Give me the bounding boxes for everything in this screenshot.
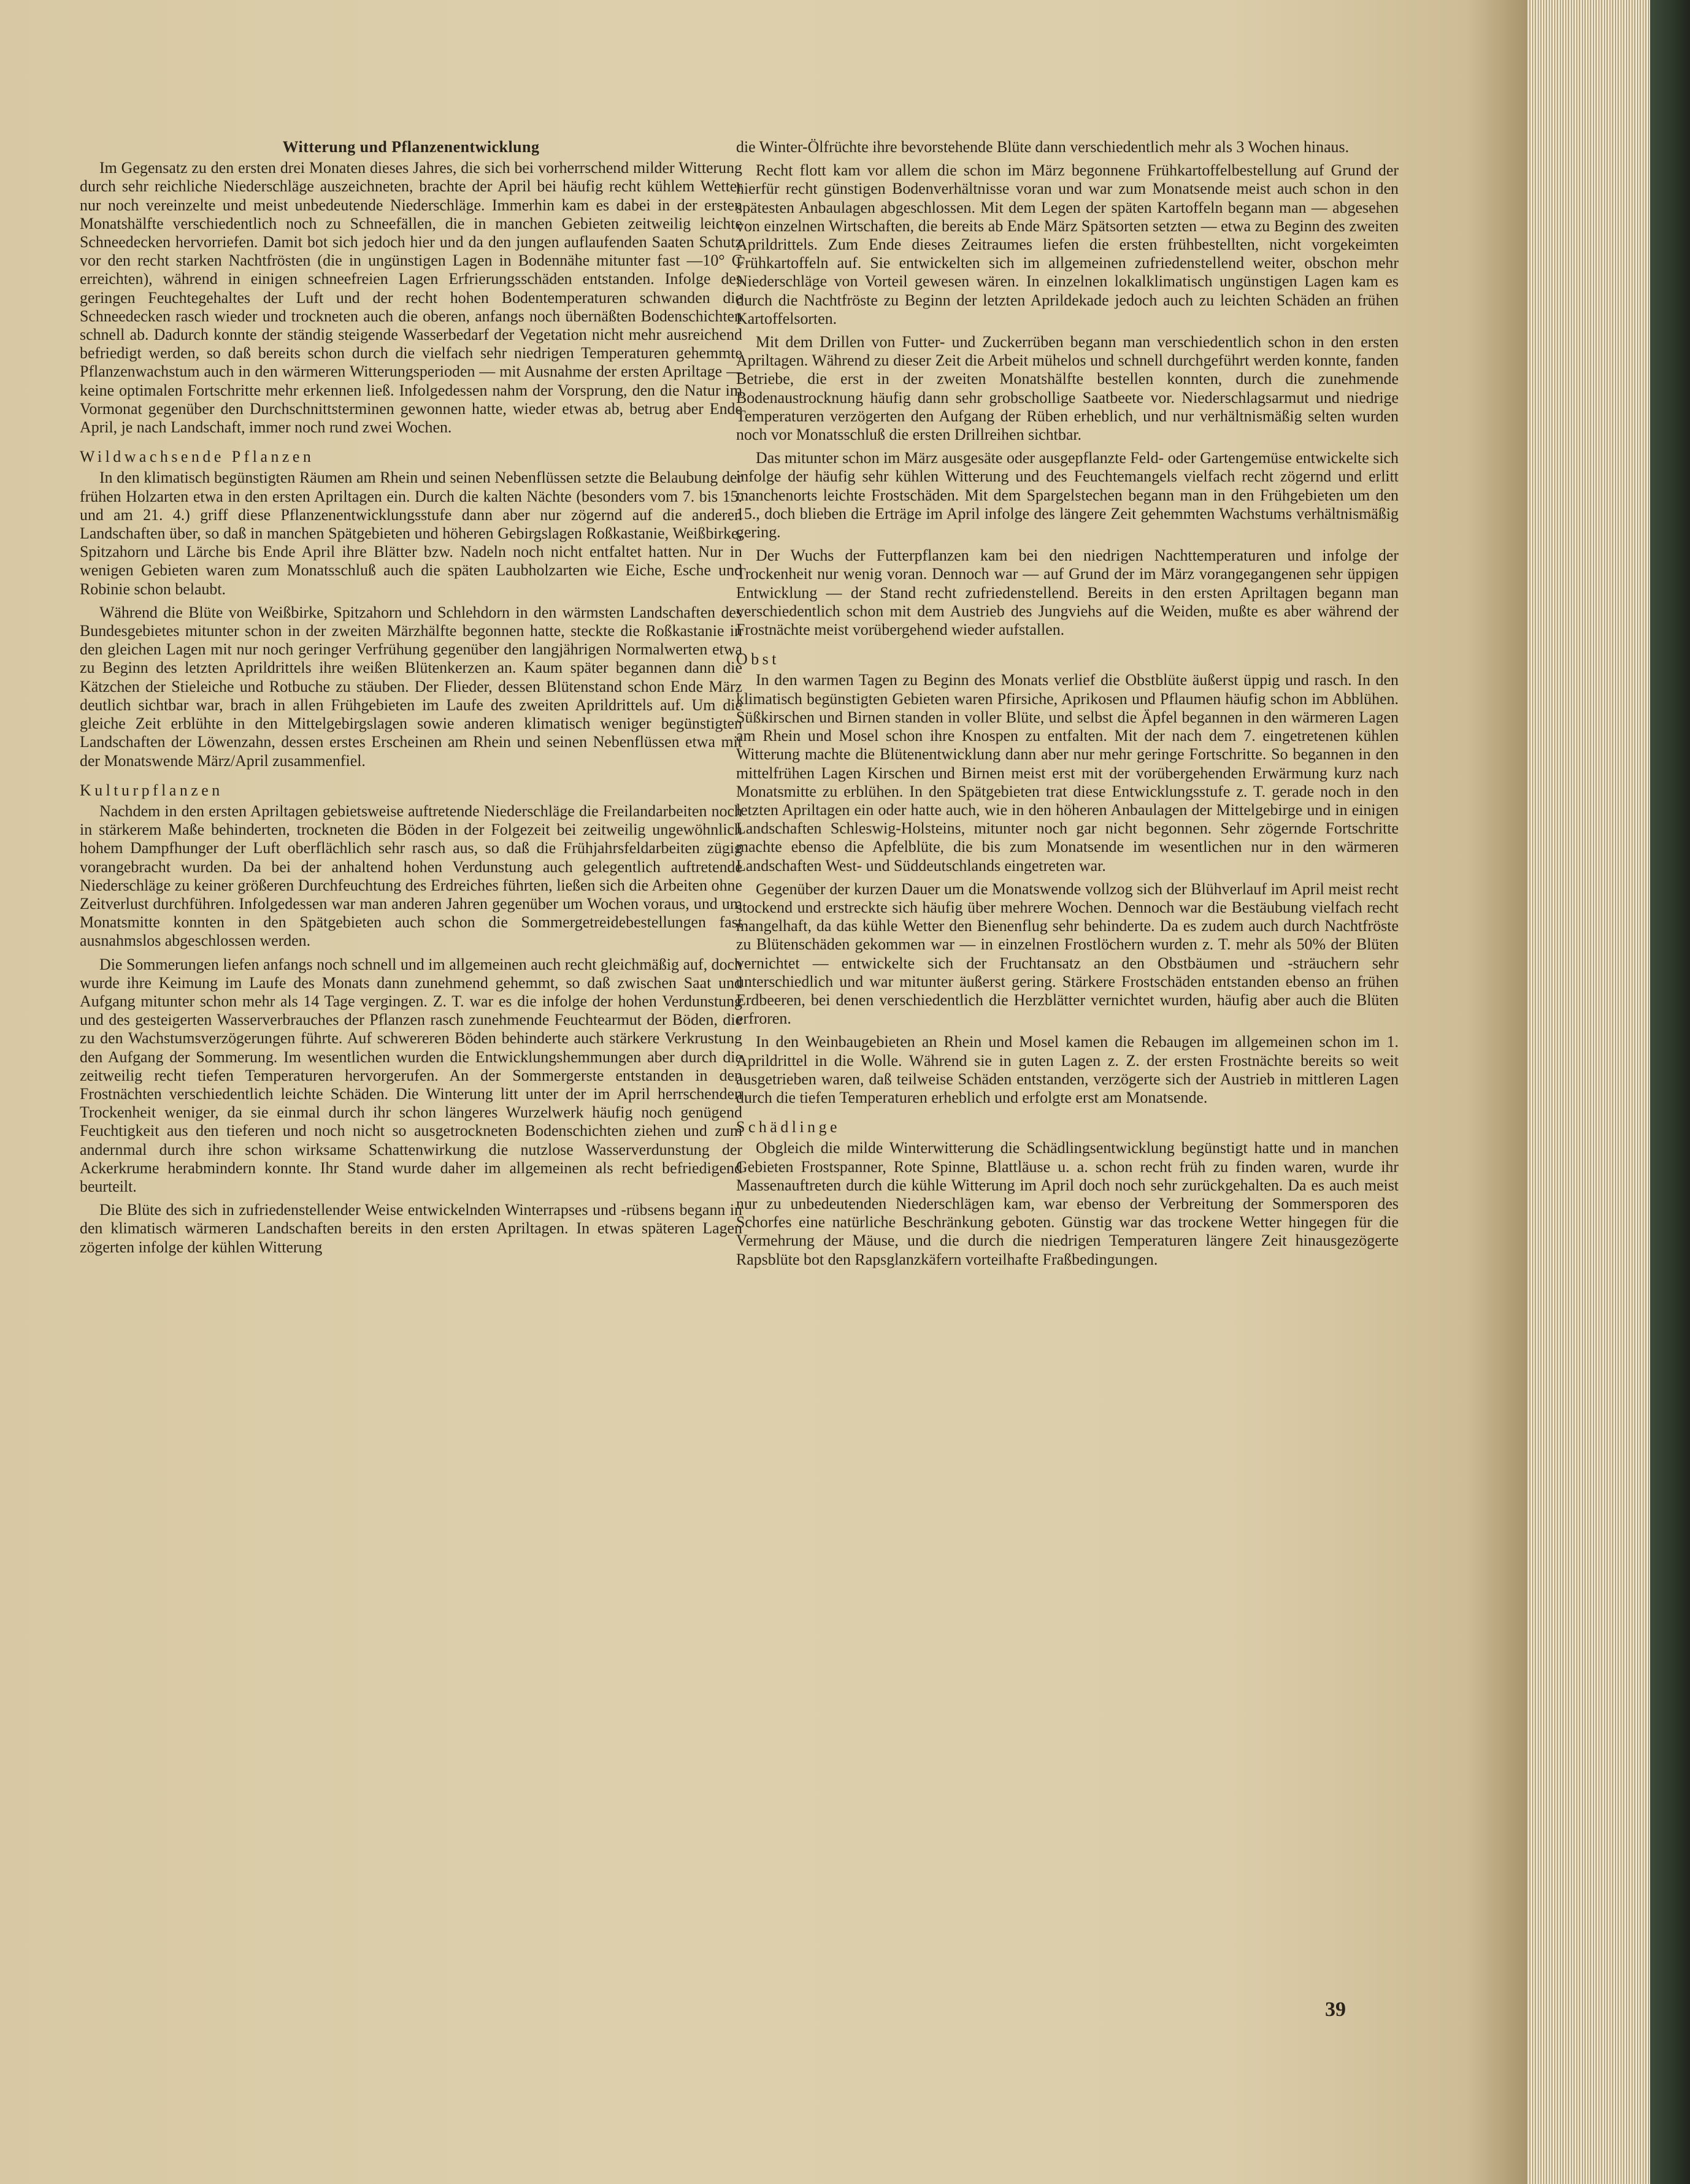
paragraph: Die Sommerungen liefen anfangs noch schnell und im allgemeinen auch recht gleichmäßig auf, doch wurde ihre Keimung im Laufe des Monats dann zunehmend gehemmt, so daß zwischen Saat und Aufgang mitunter schon mehr als 14 Tage vergingen. Z. T. war es die infolge der hohen Verdunstung und des gesteigerten Wasserverbrauches der Pflanzen rasch zunehmende Feuchtearmut der Böden, die zu den Wachstumsverzögerungen führte. Auf schwereren Böden behinderte auch stärkere Verkrustung den Aufgang der Sommerung. Im wesentlichen wurden die Entwicklungshemmungen aber durch die zeitweilig recht tiefen Temperaturen hervorgerufen. An der Sommergerste entstanden in den Frostnächten verschiedentlich leichte Schäden. Die Winterung litt unter der im April herrschenden Trockenheit weniger, da sie einmal durch ihr schon längeres Wurzelwerk häufig noch genügend Feuchtigkeit aus den tieferen und noch nicht so ausgetrockneten Bodenschichten ziehen und zum andernmal durch ihre schon wirksame Schattenwirkung die nutzlose Wasserverdunstung der Ackerkrume herabmindern konnte. Ihr Stand wurde daher im allgemeinen als recht befriedigend beurteilt.	[80, 955, 742, 1195]
paragraph: die Winter-Ölfrüchte ihre bevorstehende Blüte dann verschiedentlich mehr als 3 Wochen hinaus.	[736, 138, 1350, 156]
paragraph: Im Gegensatz zu den ersten drei Monaten dieses Jahres, die sich bei vorherrschend milder Witterung durch sehr reichliche Niederschläge auszeichneten, brachte der April bei häufig recht kühlem Wetter nur noch vereinzelte und meist unbedeutende Niederschläge. Immerhin kam es dabei in der ersten Monatshälfte verschiedentlich noch zu Schneefällen, die in manchen Gebieten zeitweilig leichte Schneedecken hervorriefen. Damit bot sich jedoch hier und da den jungen auflaufenden Saaten Schutz vor den recht starken Nachtfrösten (die in ungünstigen Lagen in Bodennähe mitunter fast —10° C erreichten), während in einigen schneefreien Lagen Erfrierungsschäden entstanden. Infolge des geringen Feuchtegehaltes der Luft und der recht hohen Bodentemperaturen schwanden die Schneedecken rasch wieder und trockneten auch die oberen, anfangs noch übernäßten Bodenschichten schnell ab. Dadurch konnte der ständig steigende Wasserbedarf der Vegetation nicht mehr ausreichend befriedigt werden, so daß bereits schon durch die vielfach sehr niedrigen Temperaturen gehemmte Pflanzenwachstum auch in den wärmeren Witterungsperioden — mit Ausnahme der ersten Apriltage — keine optimalen Fortschritte mehr erkennen ließ. Infolgedessen nahm der Vorsprung, den die Natur im Vormonat gegenüber den Durchschnittsterminen gewonnen hatte, wieder etwas ab, betrug aber Ende April, je nach Landschaft, immer noch rund zwei Wochen.	[80, 159, 742, 437]
section-heading-wild: Wildwachsende Pflanzen	[80, 448, 315, 466]
text-column-right	[736, 138, 1399, 1274]
section-heading-schaedlinge: Schädlinge	[736, 1118, 841, 1136]
paragraph: Mit dem Drillen von Futter- und Zuckerrüben begann man verschiedentlich schon in den ersten Apriltagen. Während zu dieser Zeit die Arbeit mühelos und schnell durchgeführt werden konnte, fanden Betriebe, die erst in der zweiten Monatshälfte bestellen konnten, durch die zunehmende Bodenaustrocknung häufig dann sehr grobschollige Saatbeete vor. Niederschlagsarmut und niedrige Temperaturen verzögerten den Aufgang der Rüben erheblich, und nur verhältnismäßig selten wurden noch vor Monatsschluß die ersten Drillreihen sichtbar.	[736, 333, 1399, 444]
paragraph: In den warmen Tagen zu Beginn des Monats verlief die Obstblüte äußerst üppig und rasch. In den klimatisch begünstigten Gebieten waren Pfirsiche, Aprikosen und Pflaumen häufig schon im Abblühen. Süßkirschen und Birnen standen in voller Blüte, und selbst die Äpfel begannen in den wärmeren Lagen am Rhein und Mosel schon ihre Knospen zu entfalten. Mit der nach dem 7. eingetretenen kühlen Witterung machte die Blütenentwicklung dann aber nur mehr geringe Fortschritte. So begannen in den mittelfrühen Lagen Kirschen und Birnen meist erst mit der vorübergehenden Erwärmung kurz nach Monatsmitte zu erblühen. In den Spätgebieten trat diese Entwicklungsstufe z. T. gerade noch in den letzten Apriltagen ein oder hatte auch, wie in den höheren Anbaulagen der Mittelgebirge und in einigen Landschaften Schleswig-Holsteins, mitunter noch gar nicht begonnen. Sehr zögernde Fortschritte machte ebenso die Apfelblüte, die bis zum Monatsende im wesentlichen nur in den wärmeren Landschaften West- und Süddeutschlands eingetreten war.	[736, 671, 1399, 875]
paragraph: Der Wuchs der Futterpflanzen kam bei den niedrigen Nachttemperaturen und infolge der Trockenheit nur wenig voran. Dennoch war — auf Grund der im März vorangegangenen sehr üppigen Entwicklung — der Stand recht zufriedenstellend. Bereits in den ersten Apriltagen begann man verschiedentlich schon mit dem Austrieb des Jungviehs auf die Weiden, mußte es aber während der Frostnächte meist vorübergehend wieder aufstallen.	[736, 546, 1399, 639]
section-heading-kultur: Kulturpflanzen	[80, 781, 223, 799]
paragraph: Das mitunter schon im März ausgesäte oder ausgepflanzte Feld- oder Gartengemüse entwickelte sich infolge der häufig sehr kühlen Witterung und des Feuchtemangels vielfach recht zögernd und erlitt manchenorts leichte Frostschäden. Mit dem Spargelstechen begann man in den Frühgebieten um den 15., doch blieben die Erträge im April infolge des längere Zeit gehemmten Wachstums verhältnismäßig gering.	[736, 449, 1399, 542]
paragraph: Recht flott kam vor allem die schon im März begonnene Frühkartoffelbestellung auf Grund der hierfür recht günstigen Bodenverhältnisse voran und war zum Monatsende meist auch schon in den spätesten Anbaulagen abgeschlossen. Mit dem Legen der späten Kartoffeln begann man — abgesehen von einzelnen Wirtschaften, die bereits ab Ende März Spätsorten setzten — etwa zu Beginn des zweiten Aprildrittels. Zum Ende dieses Zeitraumes liefen die ersten frühbestellten, nicht vorgekeimten Frühkartoffeln auf. Sie entwickelten sich im allgemeinen zufriedenstellend weiter, obschon mehr Niederschläge von Vorteil gewesen wären. In einzelnen lokalklimatisch ungünstigen Lagen kam es durch die Nachtfröste zu Beginn der letzten Aprildekade jedoch auch zu leichten Schäden an frühen Kartoffelsorten.	[736, 161, 1399, 328]
text-column-left	[80, 138, 742, 1262]
paragraph: In den klimatisch begünstigten Räumen am Rhein und seinen Nebenflüssen setzte die Belaubung der frühen Holzarten etwa in den ersten Apriltagen ein. Durch die kalten Nächte (besonders vom 7. bis 15. und am 21. 4.) griff diese Pflanzenentwicklungsstufe dann aber nur zögernd auf die anderen Landschaften über, so daß in manchen Spätgebieten und höheren Gebirgslagen Roßkastanie, Weißbirke, Spitzahorn und Lärche bis Ende April ihre Blätter bzw. Nadeln noch nicht entfaltet hatten. Nur in wenigen Gebieten waren zum Monatsschluß auch die späten Laubholzarten wie Eiche, Esche und Robinie schon belaubt.	[80, 469, 742, 598]
paragraph: Während die Blüte von Weißbirke, Spitzahorn und Schlehdorn in den wärmsten Landschaften des Bundesgebietes mitunter schon in der zweiten Märzhälfte begonnen hatte, steckte die Roßkastanie in den gleichen Lagen mit nur noch geringer Verfrühung gegenüber den langjährigen Normalwerten etwa zu Beginn des letzten Aprildrittels ihre weißen Blütenkerzen an. Kaum später begannen dann die Kätzchen der Stieleiche und Rotbuche zu stäuben. Der Flieder, dessen Blütenstand schon Ende März deutlich sichtbar war, brach in allen Frühgebieten im Laufe des zweiten Aprildrittels auf. Um die gleiche Zeit erblühte in den Mittelgebirgslagen sowie anderen klimatisch weniger begünstigten Landschaften der Löwenzahn, dessen erstes Erscheinen am Rhein und seinen Nebenflüssen etwa mit der Monatswende März/April zusammenfiel.	[80, 603, 742, 770]
paragraph: Die Blüte des sich in zufriedenstellender Weise entwickelnden Winterrapses und -rübsens begann in den klimatisch wärmeren Landschaften bereits in den ersten Apriltagen. In etwas späteren Lagen zögerten infolge der kühlen Witterung	[80, 1201, 742, 1256]
paragraph: In den Weinbaugebieten an Rhein und Mosel kamen die Rebaugen im allgemeinen schon im 1. Aprildrittel in die Wolle. Während sie in guten Lagen z. Z. der ersten Frostnächte bereits so weit ausgetrieben waren, daß teilweise Schäden entstanden, verzögerte sich der Austrieb in mittleren Lagen durch die tiefen Temperaturen erheblich und erfolgte erst am Monatsende.	[736, 1033, 1399, 1106]
paragraph: Nachdem in den ersten Apriltagen gebietsweise auftretende Niederschläge die Freilandarbeiten noch in stärkerem Maße behinderten, trockneten die Böden in der Folgezeit bei zeitweilig ungewöhnlich hohem Dampfhunger der Luft oberflächlich sehr rasch aus, so daß die Frühjahrsfeldarbeiten zügig vorangebracht wurden. Da bei der anhaltend hohen Verdunstung auch gelegentlich auftretende Niederschläge zu keiner größeren Durchfeuchtung des Erdreiches führten, ließen sich die Arbeiten ohne Zeitverlust durchführen. Infolgedessen war man anderen Jahren gegenüber um Wochen voraus, und um Monatsmitte konnten in den Spätgebieten auch schon die Sommergetreidebestellungen fast ausnahmslos abgeschlossen werden.	[80, 802, 742, 950]
book-cover-edge	[1650, 0, 1690, 2184]
article-title: Witterung und Pflanzenentwicklung	[282, 138, 540, 156]
paragraph: Obgleich die milde Winterwitterung die Schädlingsentwicklung begünstigt hatte und in manchen Gebieten Frostspanner, Rote Spinne, Blattläuse u. a. schon recht früh zu finden waren, wurde ihr Massenauftreten durch die kühle Witterung im April doch noch sehr zurückgehalten. Da es auch meist nur zu unbedeutenden Niederschlägen kam, war ebenso der Verbreitung der Sommersporen des Schorfes eine natürliche Beschränkung geboten. Günstig war das trockene Wetter hingegen für die Vermehrung der Mäuse, und die durch die niedrigen Temperaturen längere Zeit hinausgezögerte Rapsblüte bot den Rapsglanzkäfern vorteilhafte Fraßbedingungen.	[736, 1139, 1399, 1268]
section-heading-obst: Obst	[736, 650, 780, 669]
paragraph: Gegenüber der kurzen Dauer um die Monatswende vollzog sich der Blühverlauf im April meist recht stockend und erstreckte sich häufig über mehrere Wochen. Dennoch war die Bestäubung vielfach recht mangelhaft, da das kühle Wetter den Bienenflug sehr behinderte. Da es zudem auch durch Nachtfröste zu Blütenschäden gekommen war — in einzelnen Frostlöchern wurden z. T. mehr als 50% der Blüten vernichtet — entwickelte sich der Fruchtansatz an den Obstbäumen und -sträuchern sehr unterschiedlich und war mitunter äußerst gering. Stärkere Frostschäden entstanden ebenso an frühen Erdbeeren, bei denen verschiedentlich die Herzblätter vernichtet wurden, häufig aber auch die Blüten erfroren.	[736, 879, 1399, 1028]
page-number: 39	[1325, 1998, 1346, 2021]
